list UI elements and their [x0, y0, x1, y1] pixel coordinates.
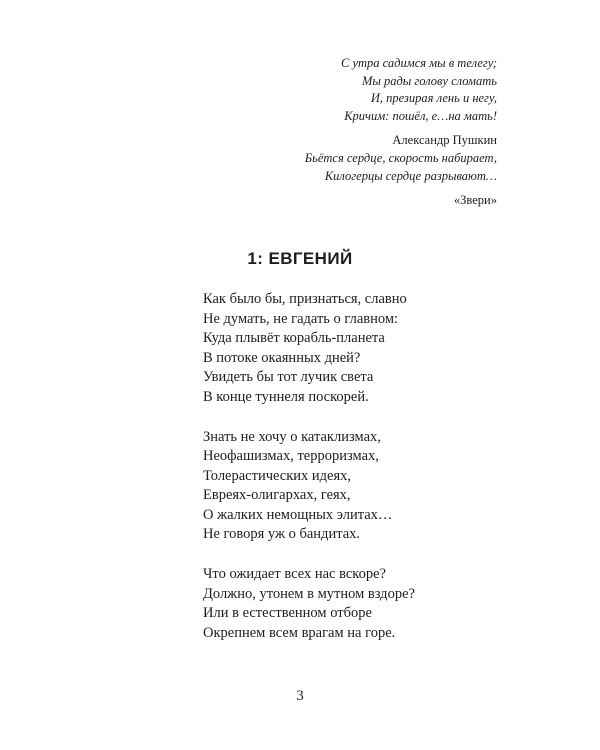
epigraph-line: И, презирая лень и негу, [370, 91, 497, 105]
verse-line: О жалких немощных элитах… [203, 506, 393, 523]
verse-line: Увидеть бы тот лучик света [203, 369, 374, 385]
verse-line: Толерастических идеях, [203, 467, 352, 484]
epigraph-zveri [305, 150, 497, 210]
epigraph-author: Александр Пушкин [392, 133, 497, 147]
stanza-3 [203, 565, 415, 643]
stanza-2 [203, 428, 415, 545]
verse-line: В потоке окаянных дней? [203, 349, 361, 366]
epigraph-line: Кричим: пошёл, е…на мать! [344, 108, 497, 123]
poem [203, 290, 415, 664]
epigraph-line: Бьётся сердце, скорость набирает, [304, 151, 497, 165]
epigraph-author: «Звери» [453, 193, 497, 207]
verse-line: В конце туннеля поскорей. [203, 388, 369, 405]
verse-line: Неофашизмах, терроризмах, [203, 448, 379, 464]
epigraph-line: Килогерцы сердце разрывают… [324, 168, 497, 183]
verse-line: Евреях-олигархах, геях, [203, 487, 351, 503]
stanza-1 [203, 290, 415, 407]
page-number: 3 [296, 688, 304, 704]
verse-line: Должно, утонем в мутном вздоре? [203, 585, 415, 602]
verse-line: Или в естественном отборе [203, 605, 372, 621]
verse-line: Окрепнем всем врагам на горе. [203, 624, 396, 641]
verse-line: Не думать, не гадать о главном: [203, 310, 399, 327]
verse-line: Как было бы, признаться, славно [203, 291, 407, 307]
verse-line: Не говоря уж о бандитах. [203, 526, 361, 542]
verse-line: Знать не хочу о катаклизмах, [203, 428, 381, 445]
epigraph-pushkin [341, 55, 497, 150]
verse-line: Куда плывёт корабль-планета [203, 330, 385, 346]
epigraph-line: Мы рады голову сломать [361, 73, 497, 88]
verse-line: Что ожидает всех нас вскоре? [203, 566, 386, 582]
epigraph-line: С утра садимся мы в телегу; [341, 56, 497, 70]
chapter-title: 1: ЕВГЕНИЙ [247, 249, 353, 268]
